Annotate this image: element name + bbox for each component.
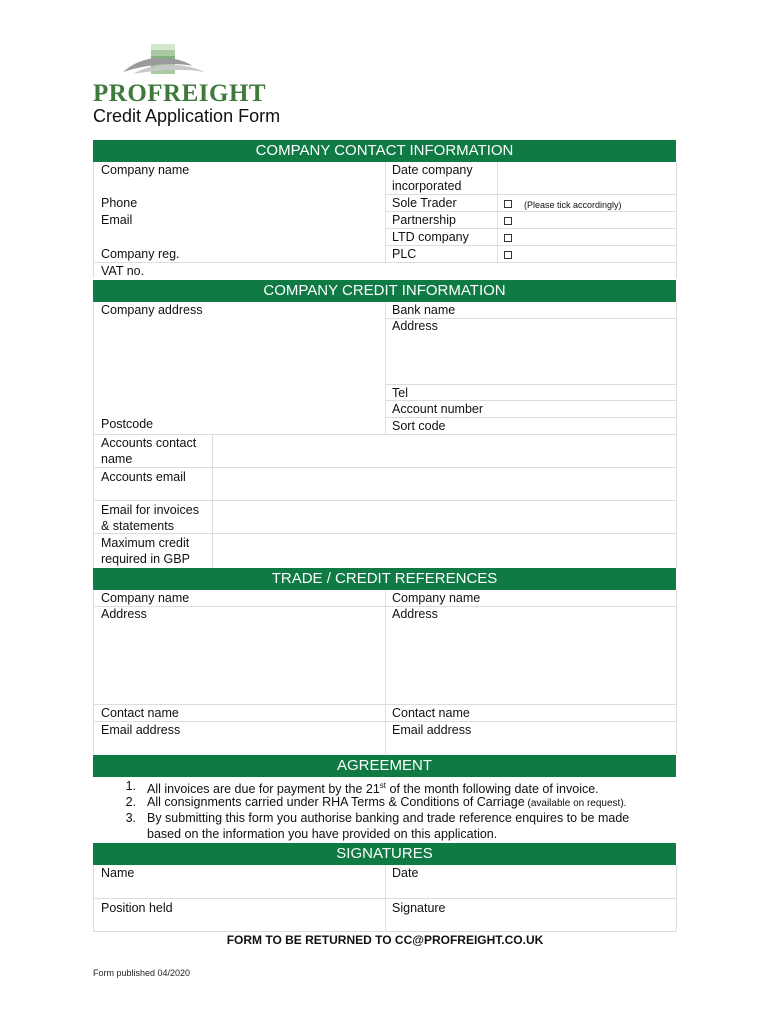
section-heading-signatures: SIGNATURES [93,843,676,865]
grid-line [93,467,676,468]
partnership-label: Partnership [392,213,456,227]
tel-label: Tel [392,386,408,400]
grid-line [385,384,676,385]
max-credit-label: Maximum credit [101,536,190,550]
grid-line [497,162,498,262]
ltd-company-checkbox[interactable] [504,234,512,242]
grid-line [385,302,386,434]
company-address-label: Company address [101,303,203,317]
partnership-checkbox[interactable] [504,217,512,225]
accounts-email-label: Accounts email [101,470,186,484]
email-label: Email [101,213,133,227]
agreement-item-3-line-1: By submitting this form you authorise banking and trade reference enquires to be made [147,811,630,825]
grid-line [676,865,677,931]
agreement-item-number: 1. [125,779,136,793]
grid-line [385,162,386,262]
grid-line [93,302,94,568]
bank-address-label: Address [392,319,438,333]
company-name-label: Company name [101,163,190,177]
logo-text: PROFREIGHT [93,80,267,107]
accounts-contact-label: name [101,452,133,466]
tick-note: (Please tick accordingly) [524,200,622,210]
plc-label: PLC [392,247,417,261]
agreement-item-2-note: (available on request). [524,798,627,809]
ref1-email-label: Email address [101,723,181,737]
agreement-item-number: 3. [125,811,136,825]
ref2-email-label: Email address [392,723,472,737]
accounts-contact-label: Accounts contact [101,436,197,450]
grid-line [93,898,676,899]
invoice-email-label: & statements [101,519,174,533]
invoice-email-label: Email for invoices [101,503,199,517]
agreement-item-3-line-2: based on the information you have provided on this application. [147,827,498,841]
ltd-company-label: LTD company [392,230,469,244]
grid-line [676,302,677,568]
vat-label: VAT no. [101,264,145,278]
ref1-address-label: Address [101,607,147,621]
max-credit-label: required in GBP [101,552,190,566]
ref2-address-label: Address [392,607,438,621]
section-heading-references: TRADE / CREDIT REFERENCES [93,568,676,590]
account-number-label: Account number [392,402,484,416]
grid-line [93,931,676,932]
superscript: st [379,781,387,790]
agreement-item-1-text: of the month following date of invoice. [386,782,599,797]
section-heading-agreement: AGREEMENT [93,755,676,777]
signature-date-label: Date [392,866,419,880]
grid-line [93,262,676,263]
grid-line [93,162,94,278]
grid-line [93,500,676,501]
position-held-label: Position held [101,901,173,915]
grid-line [93,533,676,534]
bank-name-label: Bank name [392,303,456,317]
ref2-company-name-label: Company name [392,591,481,605]
page-title: Credit Application Form [93,106,281,126]
agreement-item-1-text: All invoices are due for payment by the 21 [147,782,380,797]
grid-line [676,590,677,754]
grid-line [385,245,676,246]
ref1-company-name-label: Company name [101,591,190,605]
signature-label: Signature [392,901,446,915]
section-heading-contact: COMPANY CONTACT INFORMATION [93,140,676,162]
grid-line [385,590,386,754]
section-heading-credit: COMPANY CREDIT INFORMATION [93,280,676,302]
published-date: Form published 04/2020 [93,968,191,978]
grid-line [93,606,676,607]
ref2-contact-name-label: Contact name [392,706,470,720]
agreement-item-number: 2. [125,795,136,809]
plc-checkbox[interactable] [504,251,512,259]
sole-trader-checkbox[interactable] [504,200,512,208]
grid-line [212,434,213,568]
return-note: FORM TO BE RETURNED TO CC@PROFREIGHT.CO.UK [226,933,544,947]
sort-code-label: Sort code [392,419,446,433]
grid-line [93,721,676,722]
company-reg-label: Company reg. [101,247,180,261]
sole-trader-label: Sole Trader [392,196,457,210]
grid-line [93,590,94,754]
ref1-contact-name-label: Contact name [101,706,179,720]
date-incorporated-label: incorporated [392,179,462,193]
signature-name-label: Name [101,866,135,880]
postcode-label: Postcode [101,417,154,431]
phone-label: Phone [101,196,138,210]
grid-line [93,704,676,705]
date-incorporated-label: Date company [392,163,473,177]
grid-line [676,162,677,278]
agreement-item-2-text: All consignments carried under RHA Terms & Conditions of Carriage [147,795,525,809]
